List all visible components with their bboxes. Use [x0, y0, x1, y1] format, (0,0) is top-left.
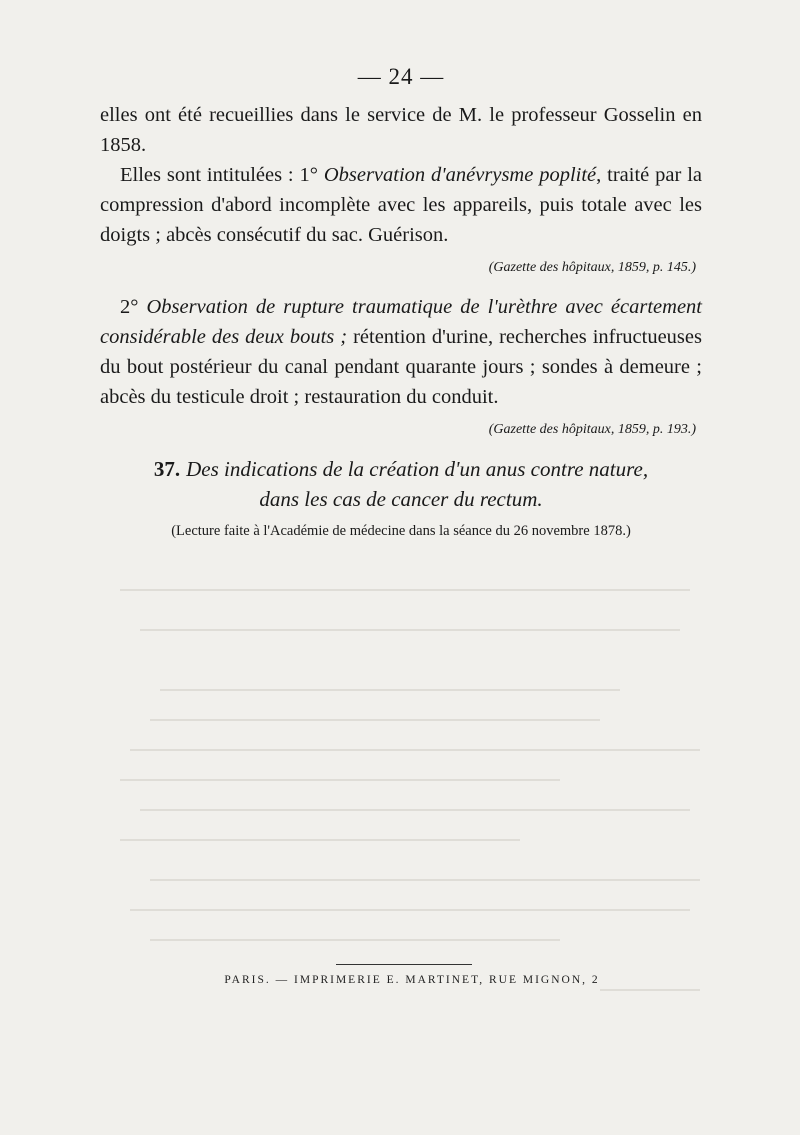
lecture-note: (Lecture faite à l'Académie de médecine dans la séance du 26 novembre 1878.): [171, 523, 631, 539]
obs2-title: Observation de rupture traumatique de l'urèthre avec écartement considérable des deux bouts ;: [100, 296, 702, 348]
page-number: — 24 —: [357, 64, 445, 89]
obs2-lead: 2°: [120, 296, 147, 318]
section-number: 37.: [153, 457, 181, 481]
reference-gazette-1-text: (Gazette des hôpitaux, 1859, p. 145.): [488, 260, 696, 275]
reference-gazette-2: [100, 420, 702, 440]
obs1-lead: Elles sont intitulées : 1°: [120, 164, 324, 186]
section-heading: [100, 454, 702, 514]
obs1-title: Observation d'anévrysme poplité: [323, 164, 597, 186]
obs2-text: rétention d'urine, recherches infructueuses du bout postérieur du canal pendant quarante jours ; sondes à demeure ; abcès du testicule droit ; restauration du conduit.: [100, 326, 702, 408]
section-title-line2: dans les cas de cancer du rectum.: [259, 487, 543, 511]
printer-imprint: PARIS. — IMPRIMERIE E. MARTINET, RUE MIGNON, 2: [224, 974, 600, 986]
paragraph-observation-1: [100, 160, 702, 250]
paragraph-observation-2: [100, 292, 702, 412]
reference-gazette-1: [100, 258, 702, 278]
obs1-text: , traité par la compression d'abord incomplète avec les appareils, puis totale avec les doigts ; abcès consécutif du sac. Guérison.: [100, 164, 702, 246]
page-text-block: [100, 64, 702, 542]
paragraph-intro: elles ont été recueillies dans le service de M. le professeur Gosselin en 1858.: [100, 104, 702, 156]
footer-rule: [336, 964, 472, 965]
reference-gazette-2-text: (Gazette des hôpitaux, 1859, p. 193.): [488, 422, 696, 437]
section-title-line1: Des indications de la création d'un anus contre nature,: [186, 457, 649, 481]
